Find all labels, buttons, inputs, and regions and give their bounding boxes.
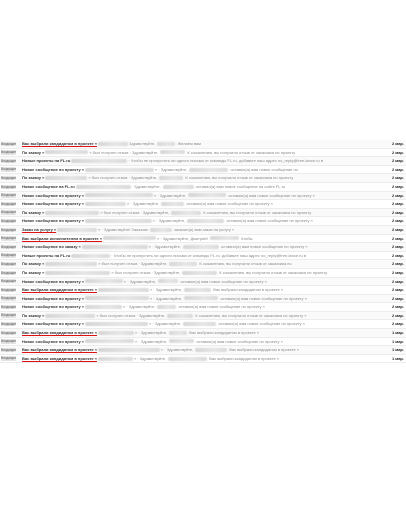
message-snippet-tail: оставил(а) вам новое сообщение по проекту « [226,218,313,224]
message-snippet: » · Здравствуйте, [135,338,168,344]
redacted-block [98,331,134,335]
redacted-block [85,202,126,206]
message-snippet: » · Здравствуйте, [149,321,182,327]
redacted-block [171,211,201,215]
message-row[interactable] [0,166,406,175]
message-snippet-tail: К сожалению, вы получили отзыв от заказчика по [199,261,292,267]
message-snippet: » · Здравствуйте, [155,166,188,172]
redacted-block [85,305,122,309]
redacted-block [85,339,134,343]
inbox-tag: Входящие [1,236,17,241]
inbox-tag: Входящие [1,296,17,301]
inbox-tag: Входящие [1,244,17,249]
inbox-tag: Входящие [1,158,17,163]
redacted-block [85,322,148,326]
message-subject: Новое сообщение по проекту « [22,166,85,172]
message-snippet-tail: К сожалению, вы получили отзыв от заказчика по проекту [219,269,328,275]
message-subject: Новое сообщение по проекту « [22,321,85,327]
message-row[interactable] [0,278,406,287]
message-subject: Вас выбрали исполнителем в проекте « [22,235,102,241]
redacted-block [85,193,153,197]
message-date: 2 мар. [391,312,404,318]
message-subject: Новое сообщение по проекту « [22,295,85,301]
message-snippet-tail: К сожалению, вы получили отзыв от заказчика по проекту [185,175,294,181]
redacted-block [161,202,184,206]
message-subject: Новое сообщение по проекту « [22,192,85,198]
message-snippet: » · Здравствуйте, [148,244,182,250]
redacted-block [98,348,160,352]
inbox-tag: Входящие [1,347,17,352]
message-row[interactable] [0,252,406,261]
message-snippet-tail: Вас выбрали кандидатом в проекте « [189,330,260,336]
inbox-tag: Входящие [1,218,17,223]
inbox-tag: Входящие [1,201,17,206]
inbox-tag: Входящие [1,313,17,318]
message-snippet-tail: оставил(а) вам новое сообщение по проекту « [218,321,305,327]
redacted-block [184,288,211,292]
redacted-block [159,176,183,180]
message-snippet-tail: оставил(а) вам новое сообщение по проекту « [196,338,283,344]
inbox-tag: Входящие [1,184,17,189]
message-subject: Вас выбрали кандидатом в проекте « [22,355,97,361]
message-subject: Новое сообщение по проекту « [22,278,85,284]
inbox-tag: Входящие [1,141,17,146]
message-date: 2 мар. [391,141,404,146]
message-row[interactable] [0,320,406,329]
message-date: 2 мар. [391,235,404,241]
message-snippet: · Чтобы не пропустить ни одного письма от команды FL.ru, добавьте наш адрес no_reply@free-lance.ru в [128,158,323,164]
message-date: 2 мар. [391,149,404,155]
redacted-block [189,168,228,172]
message-date: 2 мар. [391,158,404,164]
message-date: 1 мар. [391,347,404,353]
redacted-block [183,245,219,249]
inbox-tag: Входящие [1,279,17,284]
message-subject: Вас выбрали кандидатом в проекте « [22,287,97,293]
message-row[interactable] [0,346,406,355]
message-date: 2 мар. [391,287,404,293]
message-snippet-tail: Вас выбрали кандидатом в проекте « [209,355,280,361]
redacted-block [45,211,99,215]
message-row[interactable] [0,286,406,295]
message-subject: Заказ на услугу « [22,226,57,232]
message-snippet: » · Здравствуйте! Заказчик [98,226,148,232]
message-date: 1 мар. [391,355,404,361]
message-snippet-tail: оставил(а) вам новое сообщение на сайте FL.ru [195,183,286,189]
inbox-tag: Входящие [1,175,17,180]
message-date: 2 мар. [391,321,404,327]
message-date: 2 мар. [391,295,404,301]
message-date: 2 мар. [391,166,404,172]
message-row[interactable] [0,149,406,158]
message-snippet: » · Здравствуйте, [149,287,183,293]
message-snippet: » · Здравствуйте, Дмитрий! [156,235,208,241]
message-subject: По заказу « [22,261,45,267]
message-snippet: » · Здравствуйте, [133,355,167,361]
message-snippet-tail: Чтобы [240,235,253,241]
message-subject: Новое сообщение по проекту « [22,218,85,224]
redacted-block [45,271,110,275]
inbox-tag: Входящие [1,270,17,275]
redacted-block [98,357,133,361]
message-row[interactable] [0,140,406,149]
message-subject: Новое сообщение по заказу « [22,244,81,250]
redacted-block [98,142,128,146]
redacted-block [76,185,131,189]
message-date: 2 мар. [391,175,404,181]
message-snippet-tail: Вас выбрали кандидатом в проекте « [213,287,284,293]
message-snippet: · Здравствуйте, [131,183,161,189]
redacted-block [183,322,216,326]
message-subject: По заказу « [22,149,45,155]
message-list [0,140,406,363]
redacted-block [210,236,239,240]
message-date: 2 мар. [391,269,404,275]
message-date: 2 мар. [391,192,404,198]
message-row[interactable] [0,243,406,252]
message-snippet-tail: К сожалению, вы получили отзыв от заказчика по проекту [203,209,312,215]
redacted-block [158,279,178,283]
redacted-block [184,296,218,300]
message-snippet-tail: Желаем вам [177,141,201,146]
redacted-block [163,185,194,189]
message-snippet-tail: оставил(а) вам новое сообщение по проекту « [221,244,308,250]
message-snippet: » · Здравствуйте, [154,192,187,198]
inbox-tag: Входящие [1,227,17,232]
message-date: 1 мар. [391,338,404,344]
message-snippet: » был получен отзыв · Здравствуйте, [96,312,166,318]
inbox-tag: Входящие [1,356,17,361]
inbox-tag: Входящие [1,150,17,155]
redacted-block [169,339,194,343]
message-row[interactable] [0,174,406,183]
redacted-block [150,228,172,232]
message-date: 2 мар. [391,252,404,258]
redacted-block [57,228,97,232]
redacted-block [188,193,226,197]
message-snippet: · Чтобы не пропустить ни одного письма от команды FL.ru, добавьте наш адрес no_reply@free-lance.ru в [111,252,306,258]
redacted-block [168,357,207,361]
redacted-block [103,236,156,240]
message-snippet-tail: оставил(а) вам новое сообщение по проекту « [180,278,267,284]
message-subject: Вас выбрали кандидатом в проекте « [22,141,97,146]
redacted-block [182,271,217,275]
message-row[interactable] [0,260,406,269]
message-subject: Вас выбрали кандидатом в проекте « [22,347,97,353]
inbox-tag: Входящие [1,253,17,258]
message-snippet: » · Здравствуйте, [153,218,186,224]
message-subject: Новое сообщение по проекту « [22,338,85,344]
redacted-block [157,142,175,146]
message-subject: По заказу « [22,269,45,275]
message-subject: По заказу « [22,209,45,215]
inbox-tag: Входящие [1,210,17,215]
message-row[interactable] [0,226,406,235]
redacted-block [82,245,148,249]
message-subject: Новое сообщение по проекту « [22,201,85,207]
message-snippet-tail: заказал(а) вам заказ на услугу « [173,226,235,232]
message-snippet-tail: оставил(а) вам новое сообщение по проекту « [220,295,307,301]
redacted-block [45,314,95,318]
message-snippet: » · Здравствуйте, [160,347,194,353]
redacted-block [98,288,149,292]
message-row[interactable] [0,200,406,209]
message-row[interactable] [0,183,406,192]
message-row[interactable] [0,192,406,201]
message-date: 2 мар. [391,278,404,284]
message-snippet-tail: оставил(а) вам новое сообщение по [230,166,298,172]
redacted-block [195,348,227,352]
message-row[interactable] [0,217,406,226]
message-snippet-tail: оставил(а) вам новое сообщение по проекту « [186,201,273,207]
message-snippet: » был получен отзыв · Здравствуйте, [100,209,170,215]
redacted-block [167,314,193,318]
redacted-block [45,262,97,266]
message-date: 2 мар. [391,218,404,224]
redacted-block [71,159,127,163]
message-date: 2 мар. [391,261,404,267]
message-snippet: » был получен отзыв · Здравствуйте, [98,261,168,267]
message-snippet-tail: Вас выбрали кандидатом в проекте « [229,347,300,353]
redacted-block [85,168,154,172]
message-row[interactable] [0,269,406,278]
inbox-tag: Входящие [1,193,17,198]
message-subject: Новое сообщение по проекту « [22,304,85,310]
redacted-block [85,279,123,283]
message-snippet: » был получен отзыв · Здравствуйте, [88,175,158,181]
message-snippet: » был получен отзыв · Здравствуйте, [89,149,159,155]
message-subject: Вас выбрали кандидатом в проекте « [22,330,97,336]
message-snippet-tail: оставил(а) вам новое сообщение по проекту « [178,304,265,310]
redacted-block [169,331,187,335]
message-row[interactable] [0,235,406,244]
redacted-block [169,262,197,266]
redacted-block [45,176,87,180]
message-row[interactable] [0,329,406,338]
message-date: 2 мар. [391,209,404,215]
redacted-block [85,296,149,300]
inbox-tag: Входящие [1,322,17,327]
message-subject: Новые проекты на FL.ru [22,252,71,258]
message-row[interactable] [0,355,406,364]
message-snippet-tail: оставил(а) вам новое сообщение по проекту « [228,192,315,198]
message-date: 2 мар. [391,183,404,189]
message-date: 2 мар. [391,304,404,310]
message-row[interactable] [0,303,406,312]
message-row[interactable] [0,295,406,304]
inbox-tag: Входящие [1,167,17,172]
inbox-tag: Входящие [1,261,17,266]
message-row[interactable] [0,157,406,166]
message-date: 1 мар. [391,330,404,336]
message-snippet: » · Здравствуйте, [127,201,160,207]
message-snippet: » · Здравствуйте, [124,278,157,284]
message-snippet: » был получен отзыв · Здравствуйте, [111,269,181,275]
inbox-tag: Входящие [1,287,17,292]
inbox-tag: Входящие [1,330,17,335]
message-snippet: » · Здравствуйте, [150,295,183,301]
message-subject: Новые проекты на FL.ru [22,158,71,164]
redacted-block [187,219,224,223]
inbox-tag: Входящие [1,339,17,344]
redacted-block [45,150,88,154]
message-date: 2 мар. [391,201,404,207]
message-row[interactable] [0,209,406,218]
message-snippet: » · Здравствуйте, [134,330,168,336]
message-subject: Новое сообщение на FL.ru [22,183,75,189]
message-row[interactable] [0,338,406,347]
message-snippet: » · Здравствуйте, [123,304,156,310]
message-snippet-tail: К сожалению, вы получили отзыв от заказчика по проекту [187,149,296,155]
redacted-block [71,254,110,258]
redacted-block [157,305,176,309]
message-snippet: Здравствуйте, [128,141,156,146]
message-snippet-tail: К сожалению, вы получили отзыв от заказчика по проекту « [195,312,307,318]
message-subject: По заказу « [22,175,45,181]
inbox-tag: Входящие [1,304,17,309]
redacted-block [160,150,185,154]
message-date: 2 мар. [391,226,404,232]
redacted-block [85,219,152,223]
message-subject: По заказу « [22,312,45,318]
message-date: 2 мар. [391,244,404,250]
message-row[interactable] [0,312,406,321]
